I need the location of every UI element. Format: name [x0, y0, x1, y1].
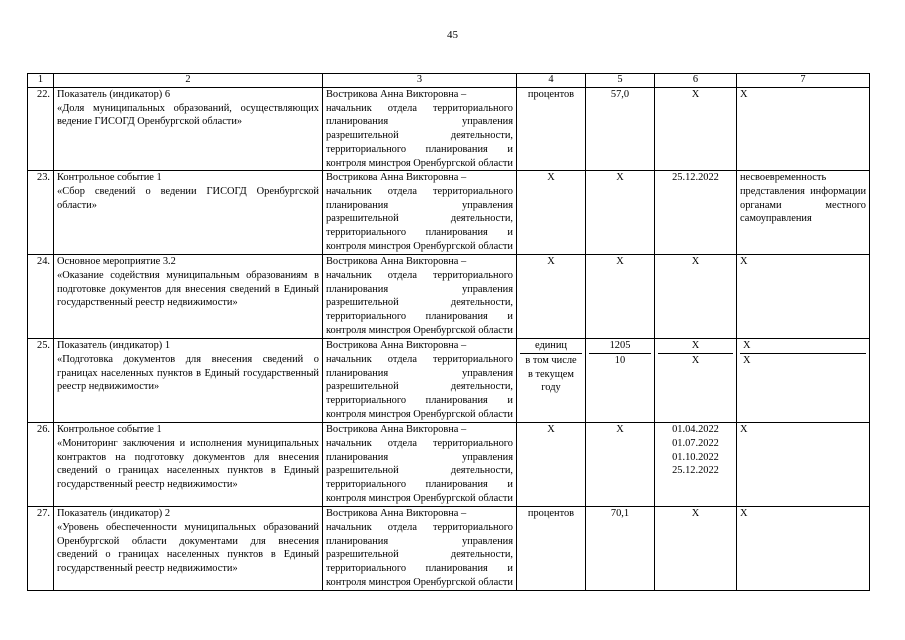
responsible-cell	[323, 507, 517, 591]
column-number: 6	[655, 74, 737, 88]
event-name-cell	[54, 423, 323, 507]
date-cell: 25.12.2022	[655, 171, 737, 255]
event-title: Показатель (индикатор) 6	[57, 89, 171, 100]
value-total: 1205	[589, 339, 651, 354]
responsible-cell	[323, 255, 517, 339]
responsible-position: начальник отдела территориального планирования управления разрешительной деятельности, территориального планирования и контроля минстроя Оренбургской области	[326, 353, 513, 420]
page-number: 45	[447, 29, 458, 41]
unit-current-year: в том числе в текущем году	[525, 354, 577, 394]
value-cell	[586, 339, 655, 423]
note-cell	[737, 339, 870, 423]
responsible-position: начальник отдела территориального планирования управления разрешительной деятельности, территориального планирования и контроля минстроя Оренбургской области	[326, 269, 513, 336]
responsible-cell	[323, 171, 517, 255]
responsible-name: Вострикова Анна Викторовна –	[326, 340, 467, 352]
table-row	[28, 88, 870, 171]
event-name-cell	[54, 171, 323, 255]
event-description: «Мониторинг заключения и исполнения муниципальных контрактов на подготовку документов для внесения сведений о границах населенных пунктов в Единый государственный реестр недвижимости»	[57, 437, 319, 491]
event-description: «Сбор сведений о ведении ГИСОГД Оренбургской области»	[57, 185, 319, 211]
responsible-position: начальник отдела территориального планирования управления разрешительной деятельности, территориального планирования и контроля минстроя Оренбургской области	[326, 521, 513, 588]
row-number: 23.	[28, 171, 54, 255]
value-cell: Х	[586, 423, 655, 507]
date-cell: Х	[655, 88, 737, 171]
responsible-name: Вострикова Анна Викторовна –	[326, 424, 467, 436]
responsible-position: начальник отдела территориального планирования управления разрешительной деятельности, территориального планирования и контроля минстроя Оренбургской области	[326, 102, 513, 169]
row-number: 26.	[28, 423, 54, 507]
responsible-cell	[323, 88, 517, 171]
row-number: 22.	[28, 88, 54, 171]
date-cell: Х	[655, 507, 737, 591]
responsible-name: Вострикова Анна Викторовна –	[326, 256, 467, 268]
note-cell: Х	[737, 507, 870, 591]
date-cell	[655, 339, 737, 423]
unit-cell	[517, 339, 586, 423]
table-row	[28, 423, 870, 507]
responsible-position: начальник отдела территориального планирования управления разрешительной деятельности, территориального планирования и контроля минстроя Оренбургской области	[326, 437, 513, 504]
note-cell: несвоевременность представления информации органами местного самоуправления	[737, 171, 870, 255]
value-current-year: 10	[614, 354, 626, 366]
responsible-name: Вострикова Анна Викторовна –	[326, 89, 467, 100]
note-cell: Х	[737, 255, 870, 339]
column-number: 1	[28, 74, 54, 88]
note-total: Х	[740, 339, 866, 354]
unit-cell: Х	[517, 255, 586, 339]
event-title: Контрольное событие 1	[57, 172, 162, 184]
note-current-year: Х	[743, 354, 751, 366]
event-title: Основное мероприятие 3.2	[57, 256, 176, 268]
unit-cell: процентов	[517, 88, 586, 171]
implementation-plan-table	[27, 73, 870, 591]
responsible-cell	[323, 423, 517, 507]
value-cell: Х	[586, 255, 655, 339]
event-name-cell	[54, 507, 323, 591]
table-row	[28, 507, 870, 591]
value-cell: Х	[586, 171, 655, 255]
column-number: 7	[737, 74, 870, 88]
table-row	[28, 339, 870, 423]
responsible-name: Вострикова Анна Викторовна –	[326, 508, 467, 520]
unit-total: единиц	[520, 339, 582, 354]
row-number: 25.	[28, 339, 54, 423]
table-row	[28, 255, 870, 339]
control-date: 01.04.2022	[672, 424, 719, 436]
date-cell	[655, 423, 737, 507]
column-number-row	[28, 74, 870, 88]
note-cell: Х	[737, 88, 870, 171]
unit-cell: процентов	[517, 507, 586, 591]
date-current-year: Х	[691, 354, 700, 366]
row-number: 24.	[28, 255, 54, 339]
row-number: 27.	[28, 507, 54, 591]
event-description: «Подготовка документов для внесения сведений о границах населенных пунктов в Единый государственный реестр недвижимости»	[57, 353, 319, 393]
note-cell: Х	[737, 423, 870, 507]
control-date: 01.10.2022	[672, 451, 719, 463]
column-number: 4	[517, 74, 586, 88]
responsible-position: начальник отдела территориального планирования управления разрешительной деятельности, территориального планирования и контроля минстроя Оренбургской области	[326, 185, 513, 252]
control-date: 25.12.2022	[672, 465, 719, 477]
table-row	[28, 171, 870, 255]
responsible-name: Вострикова Анна Викторовна –	[326, 172, 467, 184]
column-number: 2	[54, 74, 323, 88]
date-total: Х	[658, 339, 733, 354]
column-number: 3	[323, 74, 517, 88]
event-name-cell	[54, 339, 323, 423]
value-cell: 57,0	[586, 88, 655, 171]
event-description: «Оказание содействия муниципальным образованиям в подготовке документов для внесения сведений в Единый государственный реестр недвижимости»	[57, 269, 319, 309]
date-cell: Х	[655, 255, 737, 339]
unit-cell: Х	[517, 171, 586, 255]
event-title: Показатель (индикатор) 2	[57, 508, 171, 520]
event-name-cell	[54, 88, 323, 171]
event-description: «Доля муниципальных образований, осуществляющих ведение ГИСОГД Оренбургской области»	[57, 102, 319, 128]
column-number: 5	[586, 74, 655, 88]
value-cell: 70,1	[586, 507, 655, 591]
event-title: Показатель (индикатор) 1	[57, 340, 171, 352]
event-title: Контрольное событие 1	[57, 424, 162, 436]
event-name-cell	[54, 255, 323, 339]
control-date: 01.07.2022	[672, 437, 719, 449]
responsible-cell	[323, 339, 517, 423]
unit-cell: Х	[517, 423, 586, 507]
event-description: «Уровень обеспеченности муниципальных образований Оренбургской области документами для внесения сведений о границах населенных пунктов в Единый государственный реестр недвижимости»	[57, 521, 319, 575]
